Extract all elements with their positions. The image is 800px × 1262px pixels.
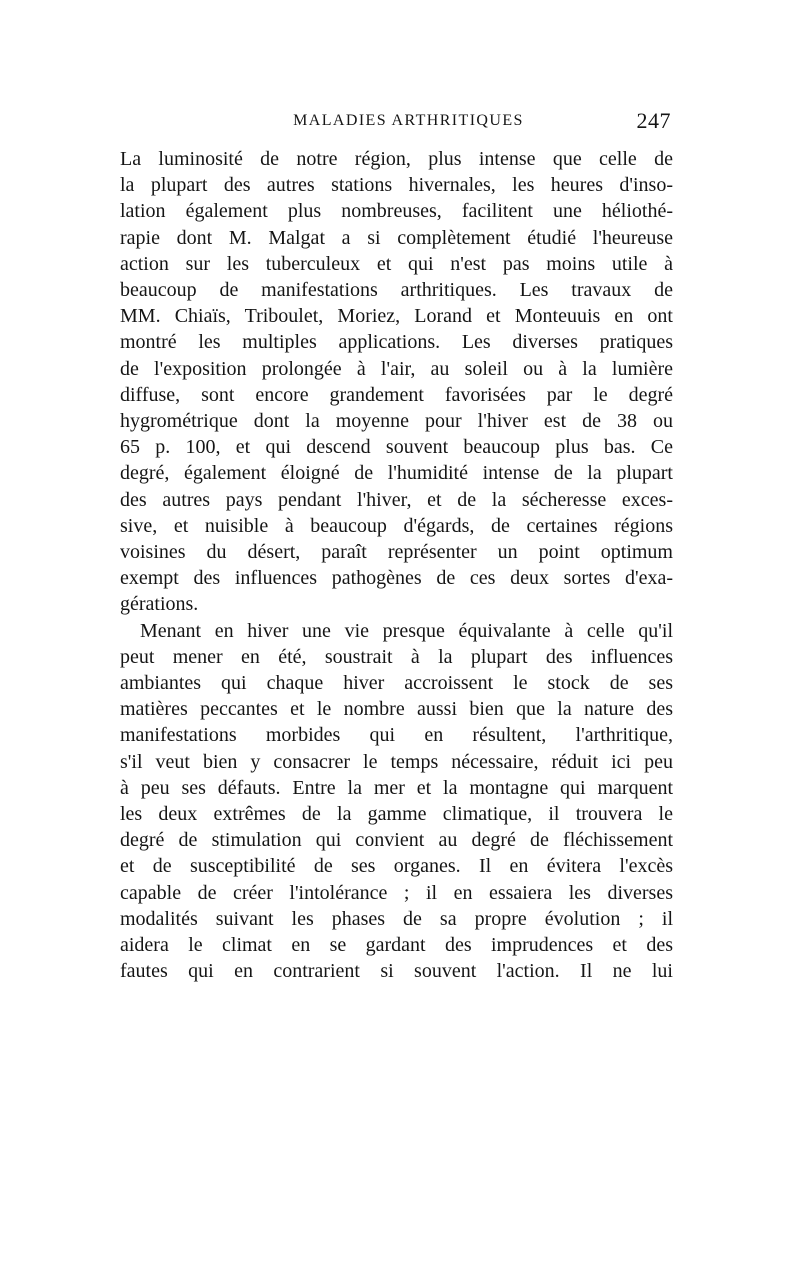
text-line: fautes qui en contrarient si souvent l'action. Il ne lui <box>120 960 673 983</box>
text-line: s'il veut bien y consacrer le temps nécessaire, réduit ici peu <box>120 750 673 773</box>
text-line: beaucoup de manifestations arthritiques. Les travaux de <box>120 279 673 302</box>
page-number: 247 <box>636 108 671 133</box>
text-line: peut mener en été, soustrait à la plupart des influences <box>120 645 673 668</box>
text-line: et de susceptibilité de ses organes. Il en évitera l'excès <box>120 855 673 878</box>
text-line: ambiantes qui chaque hiver accroissent le stock de ses <box>120 672 673 695</box>
text-line: degré, également éloigné de l'humidité intense de la plupart <box>120 462 673 485</box>
text-line: diffuse, sont encore grandement favorisées par le degré <box>120 383 673 406</box>
text-line: La luminosité de notre région, plus intense que celle de <box>120 148 673 170</box>
text-line: gérations. <box>120 593 199 616</box>
text-line: des autres pays pendant l'hiver, et de la sécheresse exces- <box>120 488 673 511</box>
paragraph-2 <box>120 618 673 985</box>
text-line: modalités suivant les phases de sa propre évolution ; il <box>120 907 673 930</box>
text-line: montré les multiples applications. Les diverses pratiques <box>120 331 673 354</box>
text-line: les deux extrêmes de la gamme climatique, il trouvera le <box>120 803 673 826</box>
book-page <box>120 108 673 985</box>
text-line: rapie dont M. Malgat a si complètement étudié l'heureuse <box>120 226 673 249</box>
text-line: aidera le climat en se gardant des imprudences et des <box>120 934 673 957</box>
text-line: 65 p. 100, et qui descend souvent beaucoup plus bas. Ce <box>120 436 673 459</box>
running-title: MALADIES ARTHRITIQUES <box>293 112 524 129</box>
text-line: voisines du désert, paraît représenter un point optimum <box>120 541 673 564</box>
text-line: exempt des influences pathogènes de ces deux sortes d'exa- <box>120 567 673 590</box>
text-line: action sur les tuberculeux et qui n'est pas moins utile à <box>120 252 673 275</box>
text-line: matières peccantes et le nombre aussi bien que la nature des <box>120 698 673 721</box>
text-line: hygrométrique dont la moyenne pour l'hiver est de 38 ou <box>120 410 673 433</box>
running-head <box>120 108 673 142</box>
paragraph-1 <box>120 146 673 618</box>
text-line: MM. Chiaïs, Triboulet, Moriez, Lorand et Monteuuis en ont <box>120 305 673 328</box>
text-line: degré de stimulation qui convient au degré de fléchissement <box>120 829 673 852</box>
text-line: capable de créer l'intolérance ; il en essaiera les diverses <box>120 881 673 904</box>
text-line: lation également plus nombreuses, facilitent une héliothé- <box>120 200 673 223</box>
text-line: manifestations morbides qui en résultent, l'arthritique, <box>120 724 673 747</box>
text-line: sive, et nuisible à beaucoup d'égards, de certaines régions <box>120 514 673 537</box>
text-line: de l'exposition prolongée à l'air, au soleil ou à la lumière <box>120 357 673 380</box>
text-line: à peu ses défauts. Entre la mer et la montagne qui marquent <box>120 776 673 799</box>
text-line: Menant en hiver une vie presque équivalante à celle qu'il <box>140 619 673 642</box>
text-line: la plupart des autres stations hivernales, les heures d'inso- <box>120 174 673 197</box>
